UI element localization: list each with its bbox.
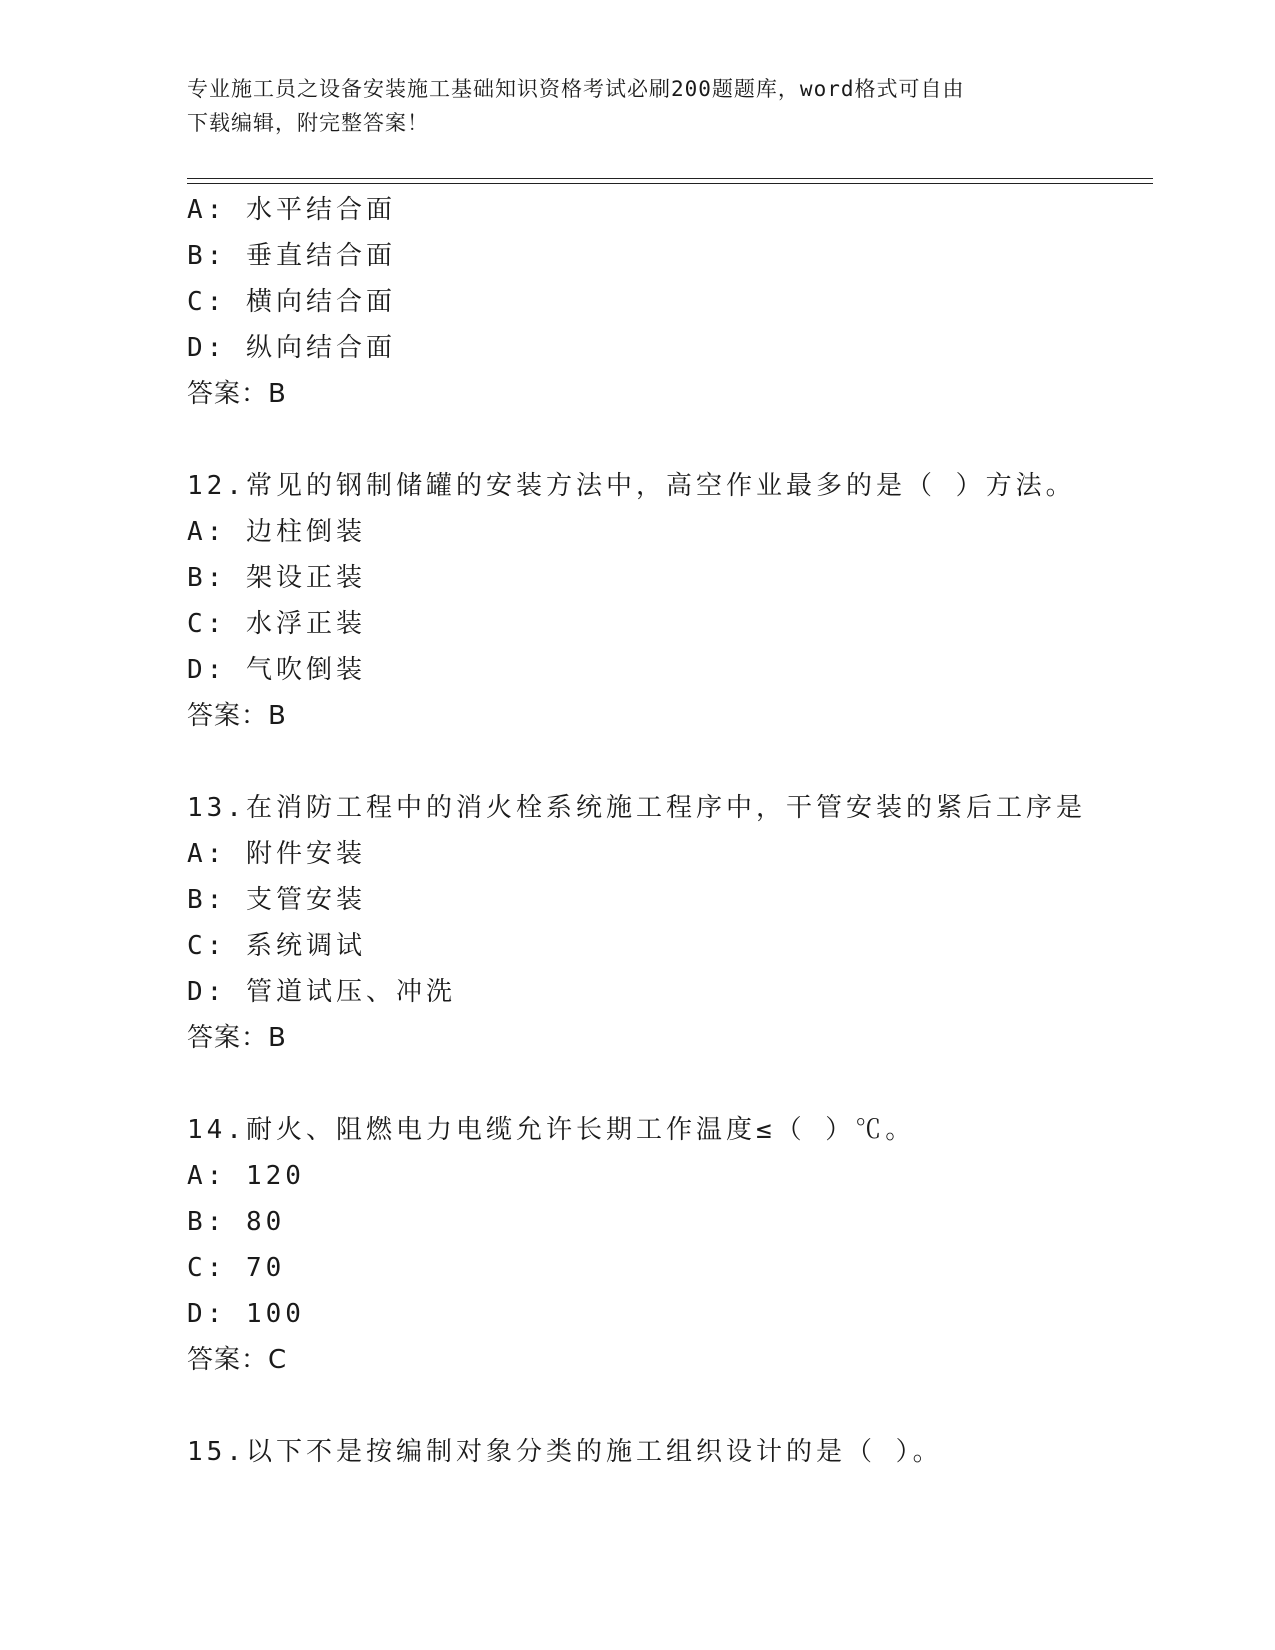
option-d: D: 纵向结合面 bbox=[187, 333, 396, 363]
question-stem: 14.耐火、阻燃电力电缆允许长期工作温度≤（ ）℃。 bbox=[187, 1115, 916, 1145]
question-11-continued bbox=[187, 187, 1153, 417]
option-a: A: 120 bbox=[187, 1161, 305, 1191]
header-divider-top bbox=[187, 178, 1153, 179]
question-13 bbox=[187, 785, 1153, 1061]
header-divider-bottom bbox=[187, 183, 1153, 184]
option-b: B: 垂直结合面 bbox=[187, 241, 396, 271]
question-stem: 12.常见的钢制储罐的安装方法中，高空作业最多的是（ ）方法。 bbox=[187, 471, 1076, 501]
question-12 bbox=[187, 463, 1153, 739]
option-c: C: 水浮正装 bbox=[187, 609, 366, 639]
question-stem: 15.以下不是按编制对象分类的施工组织设计的是（ ）。 bbox=[187, 1437, 943, 1467]
header-line-2: 下载编辑，附完整答案！ bbox=[187, 111, 429, 135]
option-b: B: 支管安装 bbox=[187, 885, 366, 915]
option-a: A: 附件安装 bbox=[187, 839, 366, 869]
option-d: D: 管道试压、冲洗 bbox=[187, 977, 456, 1007]
option-c: C: 系统调试 bbox=[187, 931, 366, 961]
spacer bbox=[187, 1061, 1153, 1107]
option-b: B: 架设正装 bbox=[187, 563, 366, 593]
question-list bbox=[187, 187, 1153, 1475]
header-line-1: 专业施工员之设备安装施工基础知识资格考试必刷200题题库，word格式可自由 bbox=[187, 77, 965, 101]
option-c: C: 70 bbox=[187, 1253, 286, 1283]
question-14 bbox=[187, 1107, 1153, 1383]
document-header bbox=[187, 72, 1087, 140]
answer: 答案：B bbox=[187, 1023, 287, 1053]
spacer bbox=[187, 1383, 1153, 1429]
answer: 答案：B bbox=[187, 701, 287, 731]
option-b: B: 80 bbox=[187, 1207, 286, 1237]
question-15 bbox=[187, 1429, 1153, 1475]
question-stem: 13.在消防工程中的消火栓系统施工程序中，干管安装的紧后工序是 bbox=[187, 793, 1086, 823]
option-d: D: 100 bbox=[187, 1299, 305, 1329]
answer: 答案：B bbox=[187, 379, 287, 409]
option-c: C: 横向结合面 bbox=[187, 287, 396, 317]
option-d: D: 气吹倒装 bbox=[187, 655, 366, 685]
option-a: A: 边柱倒装 bbox=[187, 517, 366, 547]
spacer bbox=[187, 739, 1153, 785]
option-a: A: 水平结合面 bbox=[187, 195, 396, 225]
answer: 答案：C bbox=[187, 1345, 288, 1375]
spacer bbox=[187, 417, 1153, 463]
